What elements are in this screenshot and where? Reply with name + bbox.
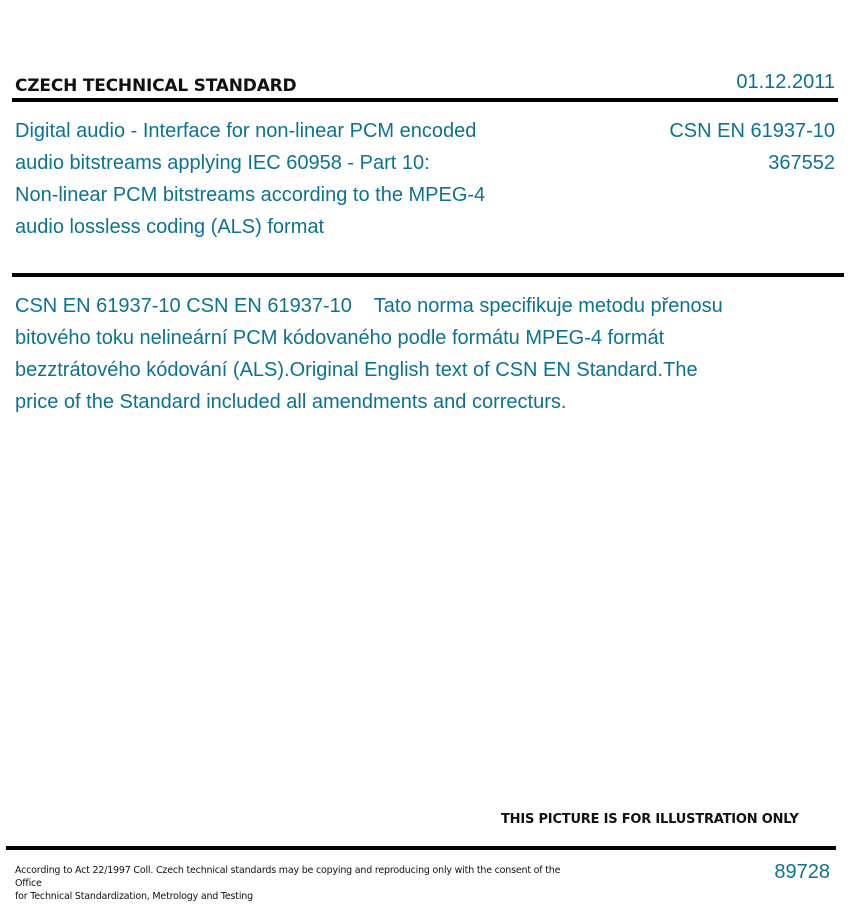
- description-line: CSN EN 61937-10 CSN EN 61937-10 Tato norma specifikuje metodu přenosu: [15, 295, 723, 317]
- title-line: Non-linear PCM bitstreams according to the MPEG-4: [15, 184, 486, 206]
- description-line: bezztrátového kódování (ALS).Original English text of CSN EN Standard.The: [15, 359, 698, 381]
- catalog-number: 367552: [768, 152, 835, 174]
- legal-notice: [15, 864, 585, 903]
- title-line: Digital audio - Interface for non-linear PCM encoded: [15, 120, 477, 142]
- legal-line: for Technical Standardization, Metrology and Testing: [15, 891, 253, 902]
- title-line: audio lossless coding (ALS) format: [15, 216, 325, 238]
- standard-identifiers: [669, 115, 835, 179]
- illustration-disclaimer: THIS PICTURE IS FOR ILLUSTRATION ONLY: [501, 812, 799, 827]
- standard-type-heading: CZECH TECHNICAL STANDARD: [15, 76, 297, 96]
- title-line: audio bitstreams applying IEC 60958 - Part 10:: [15, 152, 430, 174]
- bottom-divider: [6, 846, 836, 850]
- middle-divider: [12, 273, 844, 277]
- description-line: bitového toku nelineární PCM kódovaného podle formátu MPEG-4 formát: [15, 327, 665, 349]
- top-divider: [12, 98, 838, 102]
- publication-date: 01.12.2011: [736, 71, 835, 93]
- description-line: price of the Standard included all amendments and correcturs.: [15, 391, 567, 413]
- document-description: [15, 290, 795, 418]
- document-number: 89728: [774, 861, 830, 883]
- standard-number: CSN EN 61937-10: [669, 120, 835, 142]
- document-title: [15, 115, 535, 243]
- legal-line: According to Act 22/1997 Coll. Czech technical standards may be copying and reproducing only with the consent of the Office: [15, 865, 561, 889]
